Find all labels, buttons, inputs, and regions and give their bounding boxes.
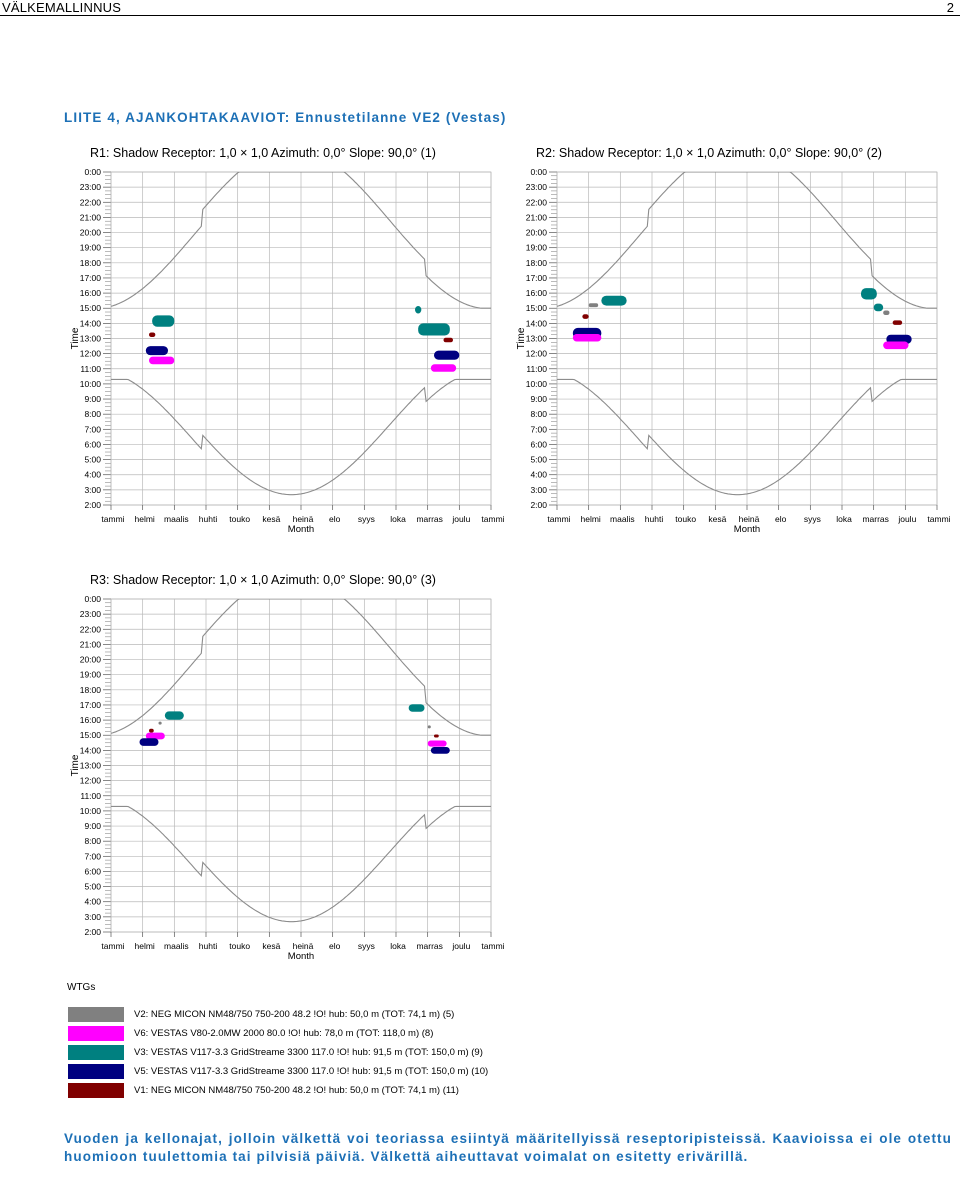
legend-label-v3: V3: VESTAS V117-3.3 GridStreame 3300 117.0 !O! hub: 91,5 m (TOT: 150,0 m) (9) (134, 1047, 483, 1058)
figure-caption: Vuoden ja kellonajat, jolloin välkettä voi teoriassa esiintyä määritellyissä reseptoripisteissä. Kaavioissa ei ole otettu huomioon tuulettomia tai pilvisiä päiviä. Välkettä aiheuttavat voimalat on esitetty erivärillä. (64, 1131, 952, 1164)
y-tick-label: 11:00 (80, 363, 101, 374)
x-tick-label: syys (357, 514, 375, 524)
x-tick-label: heinä (292, 941, 314, 951)
legend-label-v5: V5: VESTAS V117-3.3 GridStreame 3300 117.0 !O! hub: 91,5 m (TOT: 150,0 m) (10) (134, 1066, 489, 1077)
x-tick-label: maalis (610, 514, 635, 524)
running-header (0, 0, 960, 16)
shadow-period-v6 (573, 334, 602, 342)
x-tick-label: syys (803, 514, 821, 524)
y-tick-label: 21:00 (79, 212, 101, 223)
x-tick-label: loka (390, 514, 406, 524)
x-tick-label: touko (675, 514, 697, 524)
y-tick-label: 4:00 (530, 469, 547, 480)
shadow-period-v2 (159, 722, 162, 725)
y-tick-label: 21:00 (79, 639, 101, 650)
y-tick-label: 13:00 (79, 760, 101, 771)
x-tick-label: kesä (262, 941, 281, 951)
y-tick-label: 14:00 (79, 745, 101, 756)
shadow-period-v6 (431, 364, 456, 372)
x-tick-label: elo (774, 514, 787, 524)
shadow-period-v1 (893, 320, 903, 325)
y-tick-label: 10:00 (79, 378, 101, 389)
x-tick-label: maalis (164, 941, 189, 951)
legend-swatch-v3 (68, 1045, 124, 1060)
legend-item-v2 (68, 1006, 528, 1023)
y-tick-label: 6:00 (84, 439, 101, 450)
y-tick-label: 2:00 (84, 500, 101, 510)
y-tick-label: 20:00 (79, 227, 101, 238)
shadow-period-v1 (582, 314, 588, 319)
y-axis-label: Time (70, 754, 81, 777)
x-tick-label: tammi (481, 514, 505, 524)
x-tick-label: touko (229, 514, 251, 524)
y-tick-label: 16:00 (79, 715, 101, 726)
x-tick-label: tammi (927, 514, 951, 524)
x-axis-label: Month (733, 524, 761, 535)
y-tick-label: 22:00 (79, 624, 101, 635)
y-tick-label: 23:00 (79, 182, 101, 193)
y-tick-label: 2:00 (84, 927, 101, 937)
shadow-period-v6 (149, 357, 174, 365)
y-tick-label: 0:00 (84, 167, 101, 177)
y-tick-label: 10:00 (525, 378, 547, 389)
y-tick-label: 7:00 (84, 851, 101, 862)
shadow-period-v3 (165, 711, 184, 719)
shadow-period-v3 (874, 304, 884, 312)
y-tick-label: 20:00 (525, 227, 547, 238)
x-tick-label: tammi (481, 941, 505, 951)
shadow-chart-r1 (64, 140, 505, 540)
y-tick-label: 12:00 (79, 775, 101, 786)
x-tick-label: tammi (101, 941, 125, 951)
y-tick-label: 11:00 (526, 363, 547, 374)
y-tick-label: 13:00 (79, 333, 101, 344)
y-tick-label: 6:00 (530, 439, 547, 450)
shadow-period-v1 (444, 338, 454, 343)
y-tick-label: 23:00 (525, 182, 547, 193)
y-tick-label: 19:00 (79, 242, 101, 253)
y-tick-label: 0:00 (530, 167, 547, 177)
x-tick-label: huhti (644, 514, 664, 524)
shadow-period-v3 (601, 296, 626, 306)
y-tick-label: 14:00 (79, 318, 101, 329)
y-tick-label: 17:00 (79, 699, 101, 710)
header-rule (0, 15, 960, 16)
y-tick-label: 0:00 (84, 594, 101, 604)
shadow-period-v5 (146, 346, 168, 355)
shadow-period-v5 (434, 351, 459, 360)
chart-title: R1: Shadow Receptor: 1,0 × 1,0 Azimuth: 0,0° Slope: 90,0° (1) (90, 146, 436, 160)
y-tick-label: 13:00 (525, 333, 547, 344)
y-tick-label: 17:00 (525, 272, 547, 283)
y-tick-label: 9:00 (84, 821, 101, 832)
chart-title: R3: Shadow Receptor: 1,0 × 1,0 Azimuth: 0,0° Slope: 90,0° (3) (90, 573, 436, 587)
legend-label-v1: V1: NEG MICON NM48/750 750-200 48.2 !O! hub: 50,0 m (TOT: 74,1 m) (11) (134, 1085, 459, 1096)
y-tick-label: 9:00 (84, 394, 101, 405)
shadow-period-v6 (428, 741, 447, 747)
legend-title: WTGs (67, 982, 96, 993)
x-tick-label: loka (836, 514, 852, 524)
x-tick-label: huhti (198, 941, 218, 951)
y-tick-label: 14:00 (525, 318, 547, 329)
shadow-period-v1 (149, 729, 154, 733)
y-tick-label: 22:00 (79, 197, 101, 208)
y-tick-label: 18:00 (525, 257, 547, 268)
shadow-period-v3 (152, 315, 174, 326)
y-tick-label: 18:00 (79, 257, 101, 268)
x-tick-label: helmi (134, 514, 155, 524)
legend-item-v1 (68, 1082, 528, 1099)
x-tick-label: kesä (262, 514, 281, 524)
y-tick-label: 11:00 (80, 790, 101, 801)
shadow-chart-r3 (64, 567, 505, 967)
shadow-period-v2 (589, 303, 599, 307)
shadow-period-v3 (418, 323, 450, 335)
y-tick-label: 8:00 (84, 836, 101, 847)
x-tick-label: joulu (452, 941, 471, 951)
shadow-period-v3 (415, 306, 421, 314)
shadow-period-v6 (883, 342, 908, 350)
y-tick-label: 15:00 (525, 303, 547, 314)
x-tick-label: huhti (198, 514, 218, 524)
x-tick-label: heinä (292, 514, 314, 524)
y-tick-label: 3:00 (84, 484, 101, 495)
x-tick-label: heinä (738, 514, 760, 524)
y-tick-label: 19:00 (525, 242, 547, 253)
wtg-legend (64, 982, 534, 1102)
x-tick-label: marras (862, 514, 889, 524)
y-tick-label: 21:00 (525, 212, 547, 223)
y-tick-label: 12:00 (79, 348, 101, 359)
shadow-chart-r2 (510, 140, 950, 540)
appendix-title: LIITE 4, AJANKOHTAKAAVIOT: Ennustetilanne VE2 (Vestas) (64, 110, 507, 125)
shadow-period-v2 (428, 725, 431, 728)
x-tick-label: elo (328, 514, 341, 524)
x-tick-label: tammi (101, 514, 125, 524)
y-axis-label: Time (70, 327, 81, 350)
x-tick-label: helmi (580, 514, 601, 524)
y-tick-label: 7:00 (530, 424, 547, 435)
y-tick-label: 17:00 (79, 272, 101, 283)
y-tick-label: 10:00 (79, 805, 101, 816)
y-tick-label: 16:00 (525, 288, 547, 299)
y-tick-label: 2:00 (530, 500, 547, 510)
shadow-period-v1 (149, 332, 155, 337)
shadow-period-v2 (883, 310, 889, 315)
shadow-period-v3 (409, 704, 425, 712)
y-tick-label: 5:00 (530, 454, 547, 465)
x-tick-label: helmi (134, 941, 155, 951)
chart-title: R2: Shadow Receptor: 1,0 × 1,0 Azimuth: 0,0° Slope: 90,0° (2) (536, 146, 882, 160)
y-tick-label: 4:00 (84, 896, 101, 907)
x-tick-label: elo (328, 941, 341, 951)
legend-label-v6: V6: VESTAS V80-2.0MW 2000 80.0 !O! hub: 78,0 m (TOT: 118,0 m) (8) (134, 1028, 434, 1039)
shadow-period-v5 (140, 738, 159, 746)
legend-item-v5 (68, 1063, 528, 1080)
y-tick-label: 5:00 (84, 881, 101, 892)
y-axis-label: Time (516, 327, 527, 350)
x-tick-label: maalis (164, 514, 189, 524)
legend-swatch-v5 (68, 1064, 124, 1079)
y-tick-label: 5:00 (84, 454, 101, 465)
y-tick-label: 8:00 (530, 409, 547, 420)
y-tick-label: 6:00 (84, 866, 101, 877)
document-title: VÄLKEMALLINNUS (2, 0, 122, 15)
y-tick-label: 15:00 (79, 303, 101, 314)
x-axis-label: Month (287, 524, 315, 535)
y-tick-label: 7:00 (84, 424, 101, 435)
x-tick-label: loka (390, 941, 406, 951)
y-tick-label: 16:00 (79, 288, 101, 299)
y-tick-label: 18:00 (79, 684, 101, 695)
page-number: 2 (946, 0, 954, 15)
legend-label-v2: V2: NEG MICON NM48/750 750-200 48.2 !O! hub: 50,0 m (TOT: 74,1 m) (5) (134, 1009, 455, 1020)
legend-swatch-v2 (68, 1007, 124, 1022)
y-tick-label: 3:00 (530, 484, 547, 495)
y-tick-label: 9:00 (530, 394, 547, 405)
x-tick-label: tammi (547, 514, 571, 524)
y-tick-label: 8:00 (84, 409, 101, 420)
x-axis-label: Month (287, 951, 315, 962)
shadow-period-v1 (434, 734, 439, 737)
y-tick-label: 19:00 (79, 669, 101, 680)
y-tick-label: 15:00 (79, 730, 101, 741)
x-tick-label: joulu (452, 514, 471, 524)
shadow-period-v3 (861, 288, 877, 299)
legend-item-v3 (68, 1044, 528, 1061)
legend-swatch-v1 (68, 1083, 124, 1098)
x-tick-label: syys (357, 941, 375, 951)
x-tick-label: marras (416, 941, 443, 951)
y-tick-label: 4:00 (84, 469, 101, 480)
legend-item-v6 (68, 1025, 528, 1042)
y-tick-label: 3:00 (84, 911, 101, 922)
x-tick-label: kesä (708, 514, 727, 524)
y-tick-label: 22:00 (525, 197, 547, 208)
y-tick-label: 20:00 (79, 654, 101, 665)
y-tick-label: 12:00 (525, 348, 547, 359)
y-tick-label: 23:00 (79, 609, 101, 620)
x-tick-label: marras (416, 514, 443, 524)
legend-swatch-v6 (68, 1026, 124, 1041)
shadow-period-v5 (431, 747, 450, 754)
x-tick-label: joulu (898, 514, 917, 524)
x-tick-label: touko (229, 941, 251, 951)
